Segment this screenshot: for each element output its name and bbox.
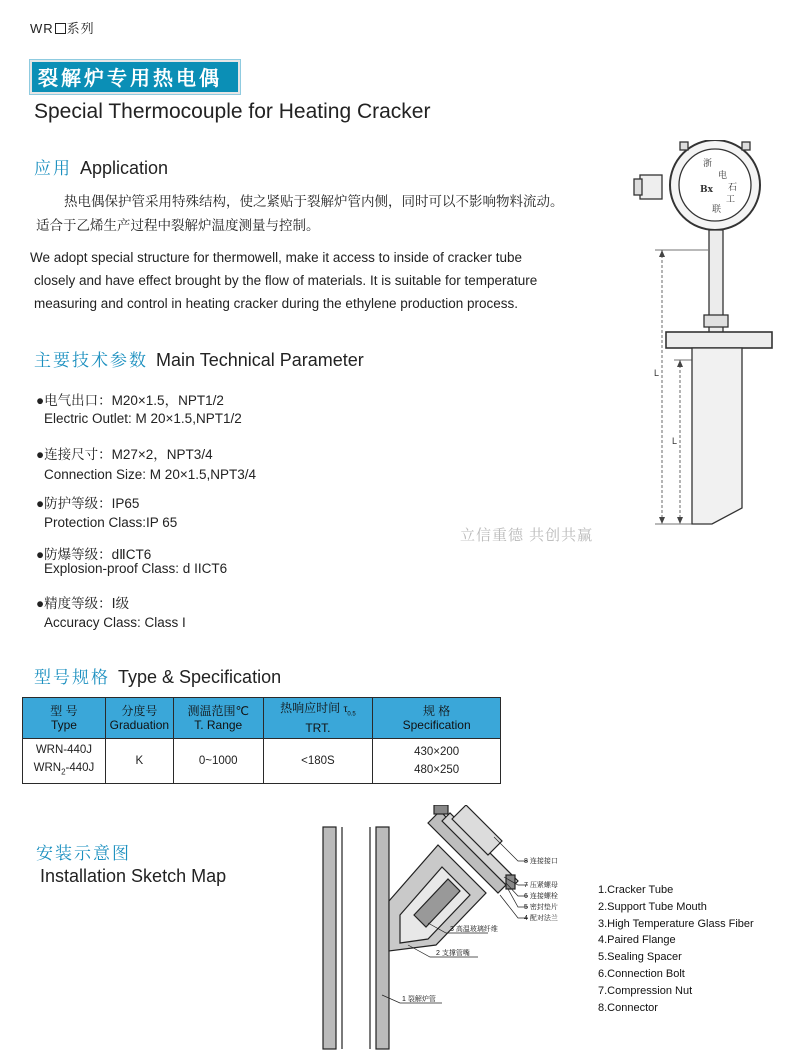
cell-specification: 430×200 480×250 [373,739,501,784]
parameters-heading [34,346,364,371]
callout-5: 5 密封垫片 [524,904,558,911]
installation-heading-cn: 安装示意图 [36,844,131,863]
head-mark-4: Bx [700,185,713,195]
legend-item: 1.Cracker Tube [598,884,674,896]
head-mark-3: 石 [728,183,738,193]
dimension-label-long: L [654,368,660,378]
legend-item: 7.Compression Nut [598,984,693,997]
callout-1: 1 裂解炉管 [402,996,436,1003]
type-spec-heading-cn: 型号规格 [34,668,110,687]
legend-item: 4.Paired Flange [598,934,676,947]
legend-item: 6.Connection Bolt [598,967,685,980]
param-explosion-proof-en: Explosion-proof Class: d IICT6 [44,561,228,576]
application-heading-cn: 应用 [34,159,72,178]
cell-graduation: K [105,739,173,784]
spec-table [22,697,501,784]
application-para-en-1: We adopt special structure for thermowell, make it access to inside of cracker tube [30,250,522,265]
legend-item: 2.Support Tube Mouth [598,900,707,913]
callout-6: 6 连接螺栓 [524,893,558,900]
type-spec-heading [34,663,281,688]
param-protection-class-cn: ●防护等级：IP65 [36,496,140,511]
installation-heading-en: Installation Sketch Map [40,866,227,886]
table-row [23,739,501,784]
thermocouple-drawing [600,140,800,540]
series-label [30,18,95,37]
legend-item: 5.Sealing Spacer [598,951,682,964]
col-graduation: 分度号 Graduation [105,698,173,739]
cell-trt: <180S [263,739,373,784]
legend-item: 3.High Temperature Glass Fiber [598,917,754,930]
parameters-heading-en: Main Technical Parameter [156,350,364,370]
cell-type: WRN-440J $WRN_2-440J$ [23,739,106,784]
application-heading [34,154,168,179]
param-accuracy-class-cn: ●精度等级：Ⅰ级 [36,596,130,611]
series-suffix: 系列 [66,21,95,36]
param-connection-size-cn: ●连接尺寸：M27×2，NPT3/4 [36,447,213,462]
legend-item: 8.Connector [598,1001,658,1014]
application-para-en-3: measuring and control in heating cracker during the ethylene production process. [34,296,519,311]
param-connection-size-en: Connection Size: M 20×1.5,NPT3/4 [44,467,256,482]
head-mark-2: 电 [718,171,728,181]
param-accuracy-class-en: Accuracy Class: Class I [44,615,186,630]
callout-4: 4 配对法兰 [524,915,558,922]
application-heading-en: Application [80,158,169,178]
col-range: 测温范围℃ T. Range [173,698,263,739]
callout-8: 8 连接接口 [524,858,558,865]
spec-table-header-row [23,698,501,739]
application-para-cn-2: 适合于乙烯生产过程中裂解炉温度测量与控制。 [36,218,320,233]
title-banner: 裂解炉专用热电偶 [30,60,240,94]
param-protection-class-en: Protection Class:IP 65 [44,515,178,530]
series-prefix: WR [30,21,54,36]
col-type: 型 号 Type [23,698,106,739]
dimension-label-short: L [672,436,678,446]
installation-legend [598,882,754,1016]
parameters-heading-cn: 主要技术参数 [34,351,148,370]
watermark-slogan: 立信重德 共创共赢 [460,527,594,544]
col-specification: 规 格 Specification [373,698,501,739]
series-box-icon [55,23,66,34]
callout-2: 2 支撑管嘴 [436,950,470,957]
callout-3: 3 高温玻璃纤维 [450,926,498,933]
installation-sketch [318,805,580,1055]
callout-7: 7 压紧螺母 [524,882,558,889]
col-trt: 热响应时间 $\tau_{0.5}$ TRT. [263,698,373,739]
param-electric-outlet-en: Electric Outlet: M 20×1.5,NPT1/2 [44,411,242,426]
head-mark-5: 工 [726,195,736,205]
application-para-en-2: closely and have effect brought by the flow of materials. It is suitable for temperature [34,273,538,288]
application-para-cn-1: 热电偶保护管采用特殊结构，使之紧贴于裂解炉管内侧，同时可以不影响物料流动。 [64,194,564,209]
cell-range: 0~1000 [173,739,263,784]
param-explosion-proof-cn: ●防爆等级：dⅡCT6 [36,547,152,562]
head-mark-1: 浙 [703,159,713,169]
type-spec-heading-en: Type & Specification [118,667,282,687]
param-electric-outlet-cn: ●电气出口：M20×1.5，NPT1/2 [36,393,224,408]
head-mark-6: 联 [712,205,722,215]
page-title-english: Special Thermocouple for Heating Cracker [34,100,431,123]
